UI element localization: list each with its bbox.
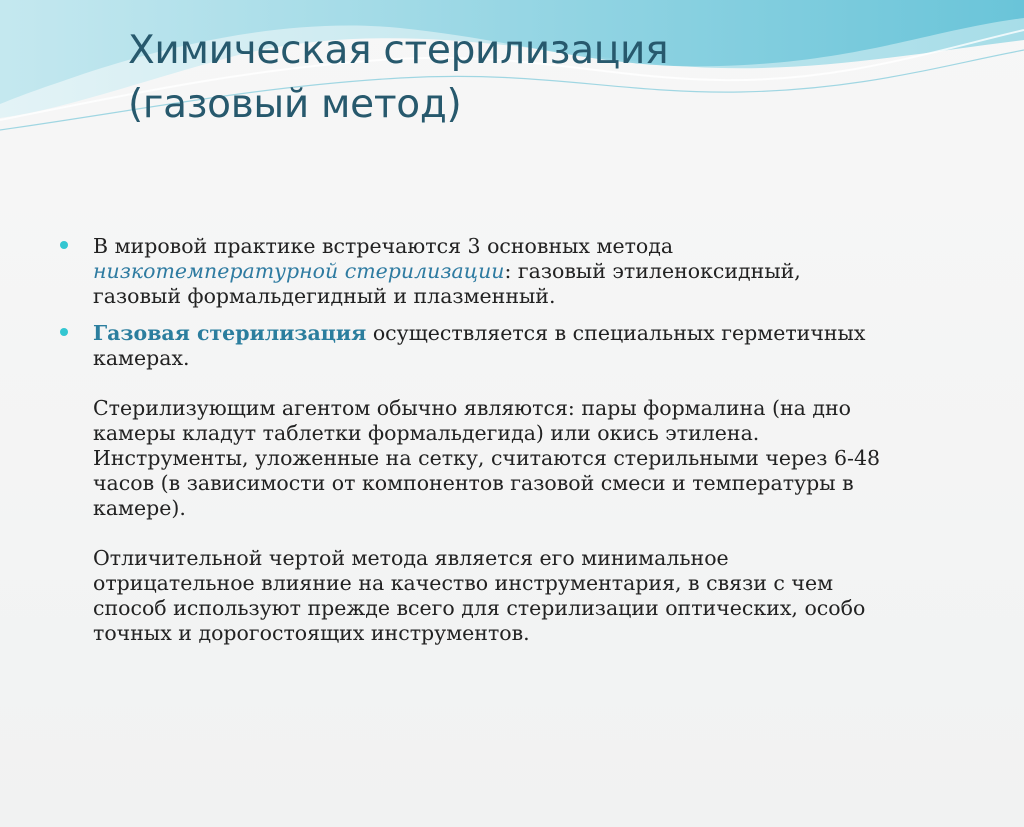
slide-title [128, 24, 988, 132]
para3-line-3: способ используют прежде всего для стерилизации оптических, особо [93, 596, 866, 620]
para3-line-2: отрицательное влияние на качество инструментария, в связи с чем [93, 571, 834, 595]
bullet-dot-icon [60, 328, 68, 336]
bullet-1-line-2 [93, 259, 960, 284]
bullet-1-line-3: газовый формальдегидный и плазменный. [93, 284, 556, 308]
paragraph-gap [93, 521, 960, 546]
title-line-2: (газовый метод) [128, 82, 462, 127]
para2-line-2: камеры кладут таблетки формальдегида) или окись этилена. [93, 421, 760, 445]
para3-line-1: Отличительной чертой метода является его минимальное [93, 546, 729, 570]
para3-line-4: точных и дорогостоящих инструментов. [93, 621, 530, 645]
content-body [60, 234, 960, 658]
bullet-2-line-1-rest: осуществляется в специальных герметичных [366, 321, 866, 345]
bullet-2-line-2: камерах. [93, 346, 190, 370]
bullet-1-line-1: В мировой практике встречаются 3 основных метода [93, 234, 674, 258]
low-temperature-sterilization-term: низкотемпературной стерилизации [93, 259, 505, 283]
bullet-1-line-2-rest: : газовый этиленоксидный, [504, 259, 801, 283]
para2-line-1: Стерилизующим агентом обычно являются: пары формалина (на дно [93, 396, 851, 420]
bullet-dot-icon [60, 241, 68, 249]
paragraph-gap [93, 371, 960, 396]
para2-line-3: Инструменты, уложенные на сетку, считаются стерильными через 6-48 [93, 446, 881, 470]
bullet-item-2 [60, 321, 960, 646]
gas-sterilization-term: Газовая стерилизация [93, 321, 367, 345]
title-line-1: Химическая стерилизация [128, 28, 669, 73]
para2-line-4: часов (в зависимости от компонентов газовой смеси и температуры в [93, 471, 854, 495]
para2-line-5: камере). [93, 496, 186, 520]
bullet-2-line-1 [93, 321, 960, 346]
bullet-item-1 [60, 234, 960, 309]
